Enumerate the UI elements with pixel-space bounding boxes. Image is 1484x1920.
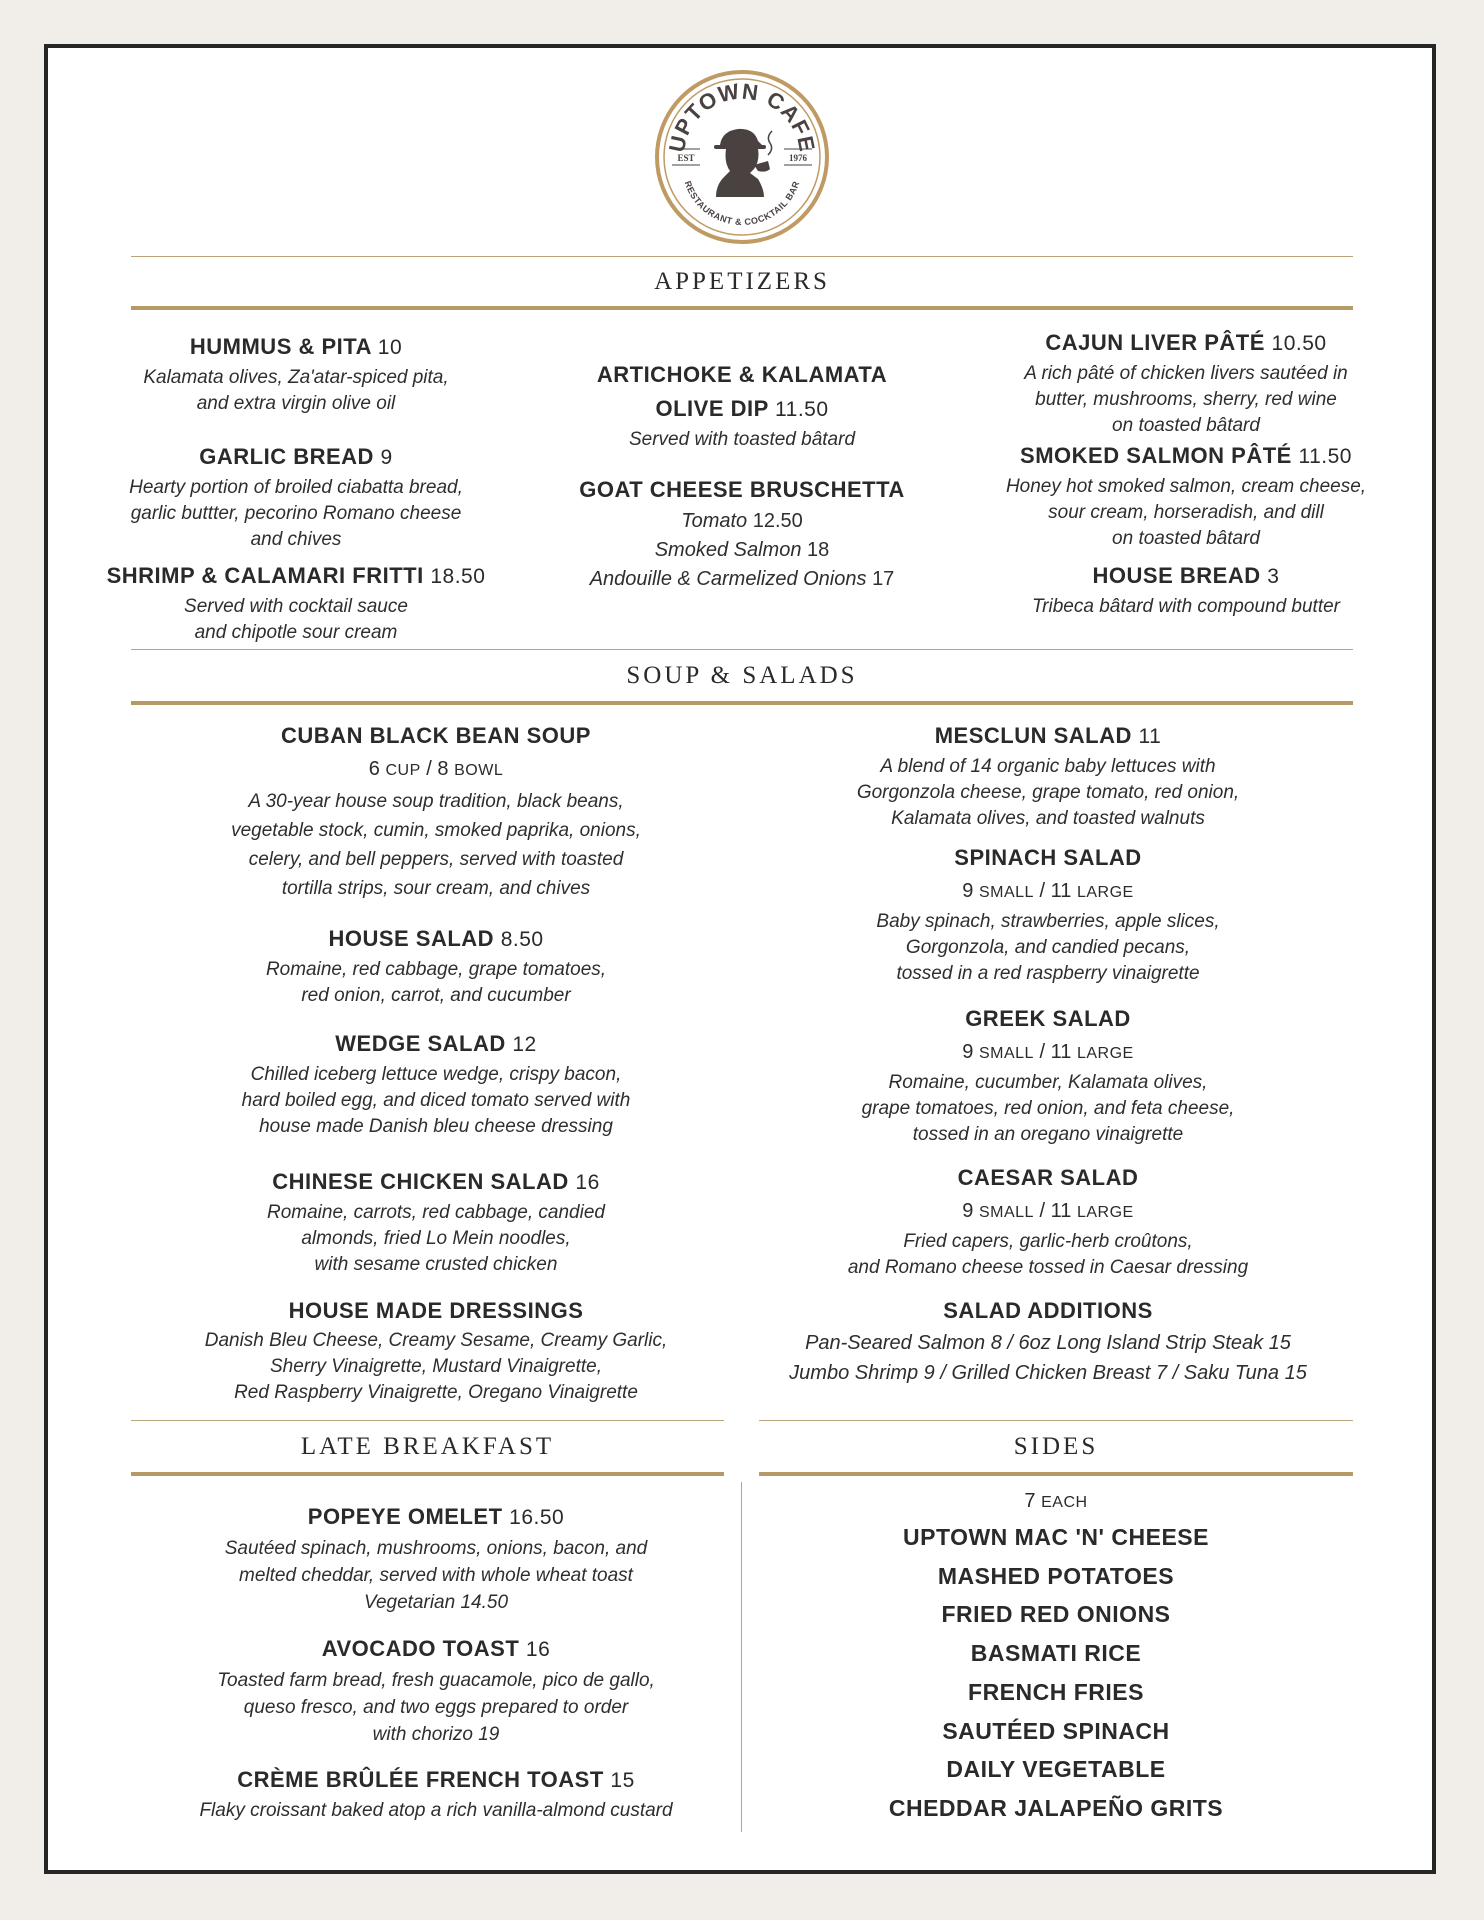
item-price: 8.50	[500, 928, 544, 951]
menu-item-caesar-salad	[760, 1161, 1336, 1281]
side-item: FRENCH FRIES	[968, 1678, 1144, 1705]
column-divider	[741, 1482, 742, 1832]
item-desc: Tribeca bâtard with compound butter	[1031, 596, 1341, 617]
item-desc: Danish Bleu Cheese, Creamy Sesame, Creamy Garlic, Sherry Vinaigrette, Mustard Vinaigrette, Red Raspberry Vinaigrette, Oregano Vinaigrette	[204, 1330, 668, 1403]
item-name: CAJUN LIVER PÂTÉ	[1045, 330, 1265, 355]
item-name-line1: ARTICHOKE & KALAMATA	[596, 362, 888, 387]
pipe-smoker-icon	[714, 129, 772, 197]
item-desc: Fried capers, garlic-herb croûtons, and Romano cheese tossed in Caesar dressing	[847, 1231, 1249, 1278]
item-name: SPINACH SALAD	[954, 845, 1142, 870]
item-desc: Romaine, carrots, red cabbage, candied almonds, fried Lo Mein noodles, with sesame crusted chicken	[267, 1202, 605, 1275]
side-item: SAUTÉED SPINACH	[942, 1717, 1170, 1744]
item-price: 10	[377, 336, 403, 359]
item-name: GREEK SALAD	[965, 1006, 1131, 1031]
item-desc: Kalamata olives, Za'atar-spiced pita, and extra virgin olive oil	[143, 367, 449, 414]
item-desc: A 30-year house soup tradition, black beans, vegetable stock, cumin, smoked paprika, onions, celery, and bell peppers, served with toasted tortilla strips, sour cream, and chives	[231, 791, 641, 899]
item-name: SMOKED SALMON PÂTÉ	[1020, 443, 1292, 468]
side-item: MASHED POTATOES	[937, 1562, 1175, 1589]
item-desc: Romaine, red cabbage, grape tomatoes, red onion, carrot, and cucumber	[265, 959, 607, 1006]
menu-item-avocado-toast	[140, 1632, 732, 1748]
menu-item-garlic-bread	[80, 440, 512, 553]
item-name: HUMMUS & PITA	[189, 334, 372, 359]
item-desc: Served with cocktail sauce and chipotle sour cream	[184, 596, 408, 643]
appetizers-header	[131, 256, 1353, 312]
item-name: WEDGE SALAD	[335, 1031, 506, 1056]
menu-item-shrimp-calamari	[80, 559, 512, 646]
uptown-cafe-logo	[654, 69, 830, 245]
item-price: 16.50	[509, 1506, 565, 1529]
menu-item-spinach-salad	[760, 841, 1336, 987]
item-name: HOUSE SALAD	[328, 926, 495, 951]
menu-item-black-bean-soup	[150, 719, 722, 903]
goat-option-tomato: Tomato 12.50	[681, 510, 803, 532]
logo-subtitle: RESTAURANT & COCKTAIL BAR	[682, 179, 802, 228]
item-price: 11.50	[775, 398, 829, 421]
appetizers-title: APPETIZERS	[654, 268, 830, 295]
item-price: 11	[1138, 725, 1162, 748]
menu-item-house-bread	[972, 559, 1400, 620]
item-desc: Sautéed spinach, mushrooms, onions, bacon, and melted cheddar, served with whole wheat toast Vegetarian 14.50	[224, 1538, 648, 1613]
item-price: 3	[1267, 565, 1280, 588]
item-name: CRÈME BRÛLÉE FRENCH TOAST	[237, 1767, 604, 1792]
side-item: BASMATI RICE	[970, 1640, 1142, 1667]
item-desc: Romaine, cucumber, Kalamata olives, grape tomatoes, red onion, and feta cheese, tossed in an oregano vinaigrette	[861, 1072, 1235, 1145]
late-breakfast-title: LATE BREAKFAST	[300, 1433, 555, 1460]
side-item: DAILY VEGETABLE	[946, 1756, 1166, 1783]
sides-title: SIDES	[1013, 1433, 1099, 1460]
item-sizes: 9 SMALL / 11 LARGE	[962, 1200, 1134, 1222]
late-breakfast-header	[131, 1420, 724, 1478]
item-desc: A blend of 14 organic baby lettuces with Gorgonzola cheese, grape tomato, red onion, Kalamata olives, and toasted walnuts	[856, 756, 1240, 829]
menu-item-salmon-pate	[972, 439, 1400, 552]
menu-item-goat-cheese	[532, 473, 952, 594]
item-price: 16	[525, 1638, 551, 1661]
menu-item-hummus	[80, 330, 512, 417]
menu-item-cajun-pate	[972, 326, 1400, 439]
item-desc: Hearty portion of broiled ciabatta bread, garlic buttter, pecorino Romano cheese and chives	[129, 477, 463, 550]
side-item: CHEDDAR JALAPEÑO GRITS	[888, 1794, 1224, 1821]
item-desc: Baby spinach, strawberries, apple slices, Gorgonzola, and candied pecans, tossed in a red raspberry vinaigrette	[876, 911, 1220, 984]
item-price: 16	[575, 1171, 600, 1194]
item-desc: A rich pâté of chicken livers sautéed in butter, mushrooms, sherry, red wine on toasted bâtard	[1024, 363, 1348, 436]
item-price: 11.50	[1298, 445, 1352, 468]
item-sizes: 6 CUP / 8 BOWL	[368, 758, 504, 780]
item-name: SHRIMP & CALAMARI FRITTI	[106, 563, 424, 588]
item-name-line2: OLIVE DIP	[655, 396, 769, 421]
sides-header	[759, 1420, 1353, 1478]
sides-list	[759, 1486, 1353, 1828]
item-desc: Toasted farm bread, fresh guacamole, pico de gallo, queso fresco, and two eggs prepared to order with chorizo 19	[217, 1670, 655, 1745]
logo-name: UPTOWN CAFE	[663, 78, 821, 155]
soup-salads-header	[131, 649, 1353, 707]
item-price: 9	[380, 446, 393, 469]
item-name: HOUSE BREAD	[1092, 563, 1261, 588]
menu-item-salad-additions	[740, 1294, 1356, 1388]
item-name: HOUSE MADE DRESSINGS	[288, 1298, 584, 1323]
item-name: AVOCADO TOAST	[321, 1636, 520, 1661]
menu-item-house-salad	[150, 922, 722, 1009]
item-price: 10.50	[1271, 332, 1327, 355]
menu-item-french-toast	[140, 1763, 732, 1824]
item-price: 15	[610, 1769, 635, 1792]
item-sizes: 9 SMALL / 11 LARGE	[962, 880, 1134, 902]
goat-option-salmon: Smoked Salmon 18	[654, 539, 830, 561]
menu-item-wedge-salad	[150, 1027, 722, 1140]
item-name: SALAD ADDITIONS	[943, 1298, 1153, 1323]
item-desc: Pan-Seared Salmon 8 / 6oz Long Island Strip Steak 15 Jumbo Shrimp 9 / Grilled Chicken Breast 7 / Saku Tuna 15	[789, 1332, 1307, 1384]
item-price: 12	[512, 1033, 537, 1056]
item-name: GOAT CHEESE BRUSCHETTA	[579, 477, 905, 502]
menu-item-artichoke-dip	[532, 358, 952, 453]
side-item: FRIED RED ONIONS	[941, 1601, 1171, 1628]
item-desc: Honey hot smoked salmon, cream cheese, sour cream, horseradish, and dill on toasted bâtard	[1005, 476, 1367, 549]
logo-year: 1976	[789, 153, 807, 163]
item-sizes: 9 SMALL / 11 LARGE	[962, 1041, 1134, 1063]
item-name: MESCLUN SALAD	[934, 723, 1132, 748]
item-name: POPEYE OMELET	[307, 1504, 503, 1529]
goat-option-andouille: Andouille & Carmelized Onions 17	[589, 568, 895, 590]
menu-item-popeye-omelet	[140, 1500, 732, 1616]
item-name: GARLIC BREAD	[199, 444, 374, 469]
menu-item-chinese-chicken-salad	[150, 1165, 722, 1278]
logo-est: EST	[677, 153, 695, 163]
item-name: CHINESE CHICKEN SALAD	[272, 1169, 569, 1194]
item-desc: Served with toasted bâtard	[628, 429, 856, 450]
item-name: CAESAR SALAD	[957, 1165, 1139, 1190]
item-name: CUBAN BLACK BEAN SOUP	[281, 723, 591, 748]
menu-item-greek-salad	[760, 1002, 1336, 1148]
item-price: 18.50	[430, 565, 486, 588]
soup-salads-title: SOUP & SALADS	[626, 662, 858, 689]
menu-item-house-dressings	[150, 1294, 722, 1406]
item-desc: Chilled iceberg lettuce wedge, crispy bacon, hard boiled egg, and diced tomato served with house made Danish bleu cheese dressing	[241, 1064, 631, 1137]
sides-price: 7 EACH	[1024, 1490, 1088, 1512]
menu-item-mesclun-salad	[760, 719, 1336, 832]
side-item: UPTOWN MAC 'N' CHEESE	[903, 1524, 1209, 1550]
item-desc: Flaky croissant baked atop a rich vanilla-almond custard	[199, 1800, 673, 1821]
